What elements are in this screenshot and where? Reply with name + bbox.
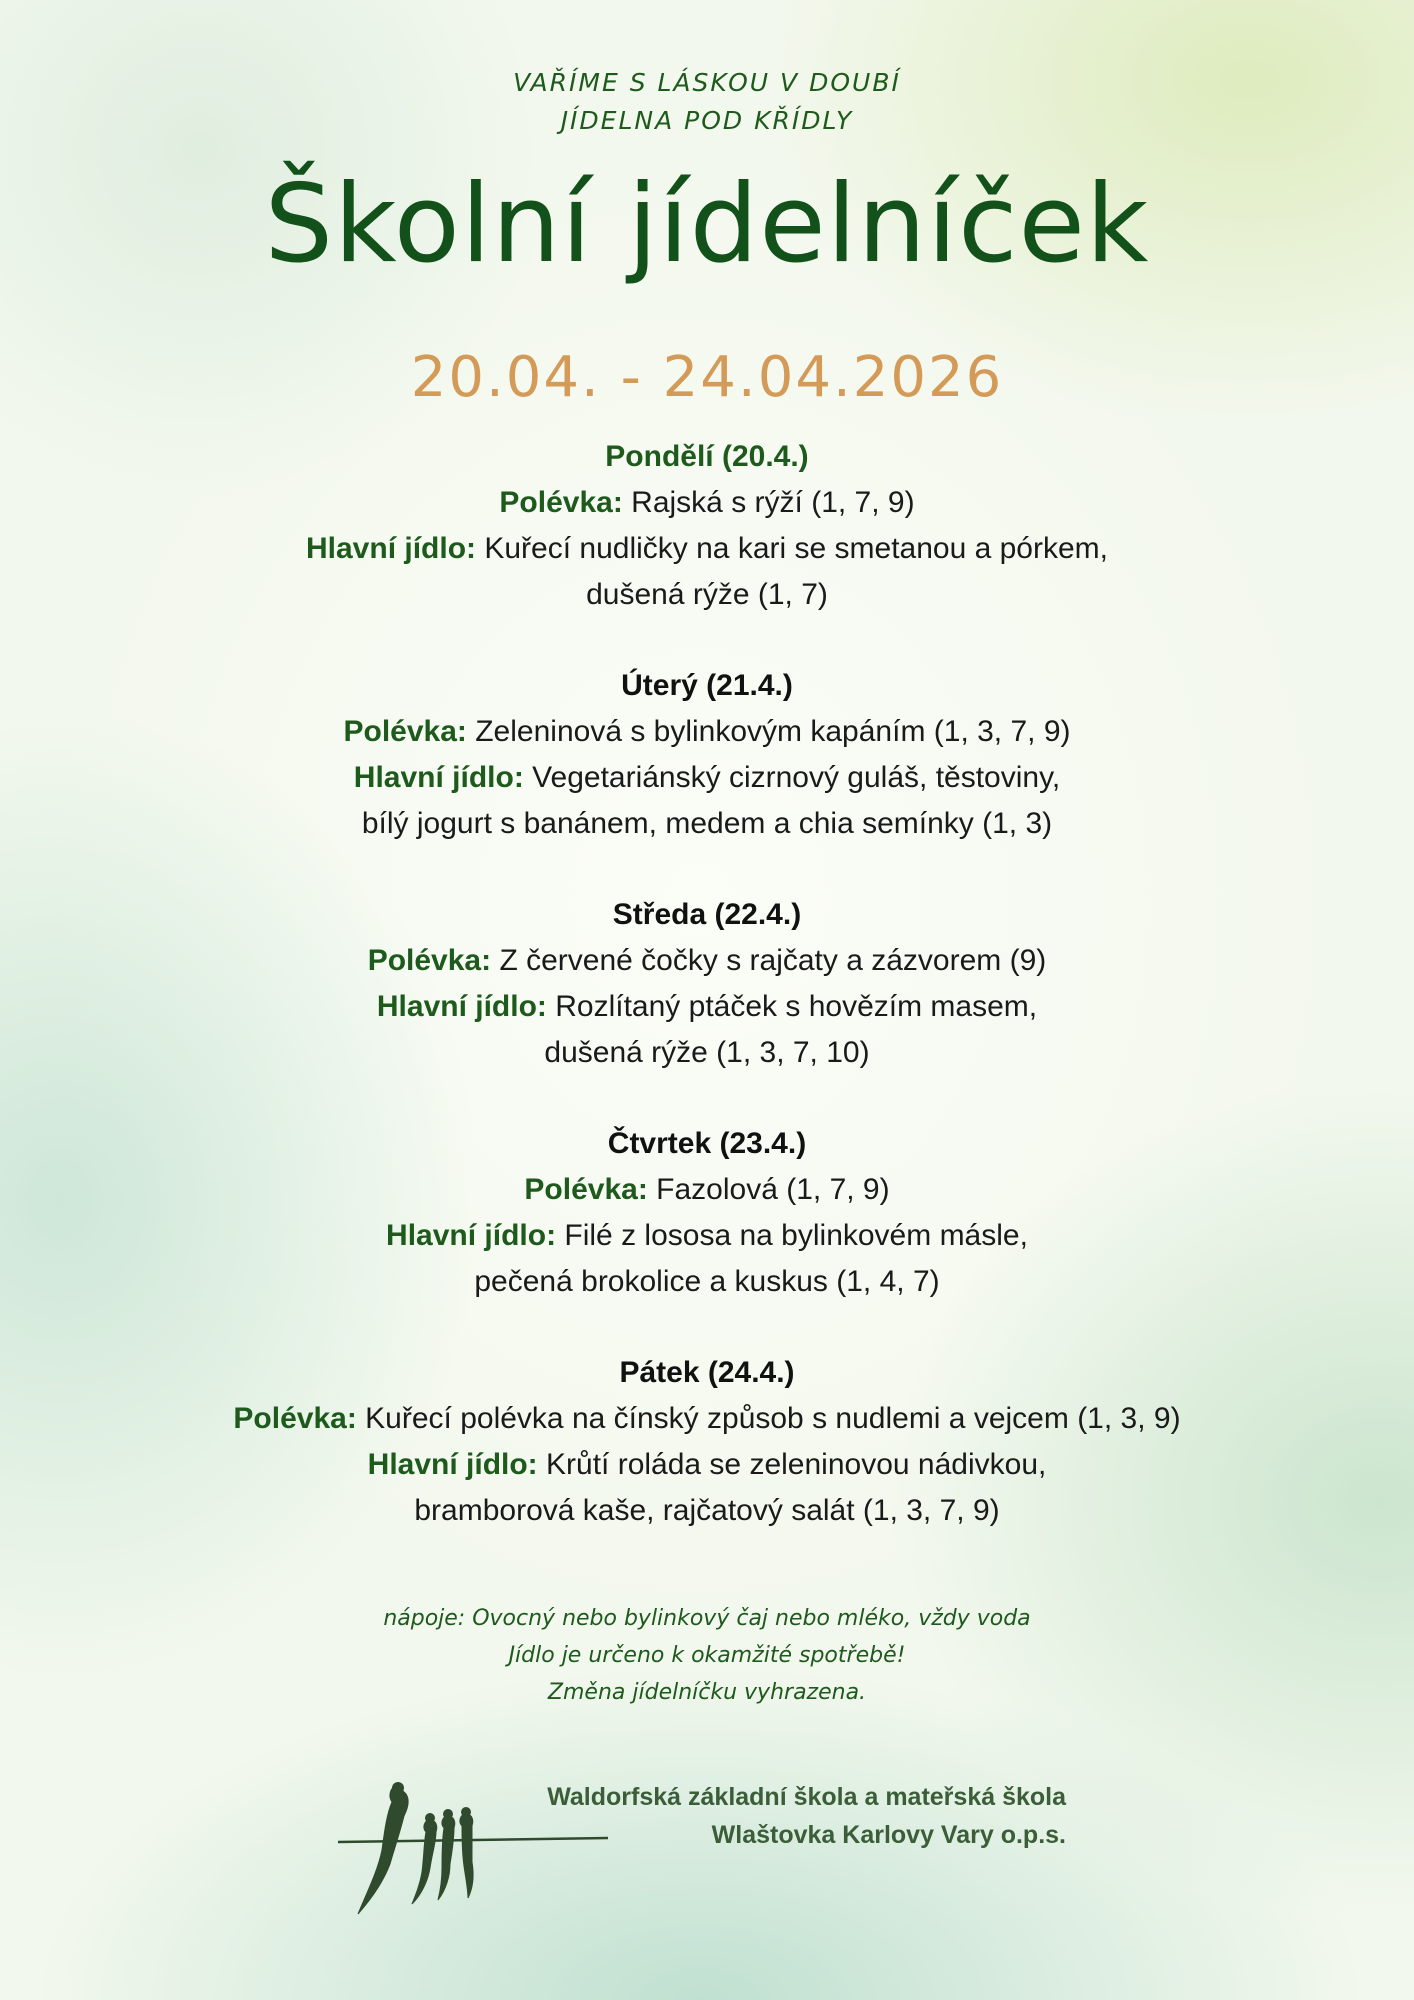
soup-line [0,480,1414,526]
main-label: Hlavní jídlo: [306,532,477,565]
day-title: Úterý (21.4.) [621,669,793,702]
main-line-cont: dušená rýže (1, 3, 7, 10) [544,1036,870,1069]
date-range: 20.04. - 24.04.2026 [410,345,1004,410]
main-label: Hlavní jídlo: [353,761,524,794]
soup-label: Polévka: [343,715,467,748]
soup-value: Kuřecí polévka na čínský způsob s nudlemi a vejcem (1, 3, 9) [365,1402,1181,1435]
soup-label: Polévka: [499,486,623,519]
main-value: Vegetariánský cizrnový guláš, těstoviny, [532,761,1061,794]
main-value: Krůtí roláda se zeleninovou nádivkou, [546,1448,1047,1481]
main-line [0,1442,1414,1488]
weekly-menu [0,434,1414,1579]
tagline [0,64,1414,140]
notes-change: Změna jídelníčku vyhrazena. [547,1680,867,1705]
main-line-cont: bílý jogurt s banánem, medem a chia semínky (1, 3) [361,807,1053,840]
soup-line [0,938,1414,984]
main-line-cont: dušená rýže (1, 7) [586,578,828,611]
school-name [450,1778,1066,1854]
soup-line [0,1396,1414,1442]
soup-label: Polévka: [367,944,492,977]
main-line-cont: bramborová kaše, rajčatový salát (1, 3, 7, 9) [414,1494,1000,1527]
day-monday [0,434,1414,618]
notes [0,1600,1414,1711]
main-line [0,526,1414,572]
tagline-line-1: VAŘÍME S LÁSKOU V DOUBÍ [513,68,901,97]
main-line [0,755,1414,801]
day-title: Středa (22.4.) [612,898,802,931]
day-tuesday [0,663,1414,847]
school-name-line-1: Waldorfská základní škola a mateřská škola [547,1783,1066,1811]
main-label: Hlavní jídlo: [367,1448,538,1481]
day-title: Pondělí (20.4.) [605,440,809,473]
soup-line [0,1167,1414,1213]
main-line-cont: pečená brokolice a kuskus (1, 4, 7) [474,1265,940,1298]
main-value: Rozlítaný ptáček s hovězím masem, [555,990,1038,1023]
notes-consumption: Jídlo je určeno k okamžité spotřebě! [508,1643,906,1668]
main-label: Hlavní jídlo: [376,990,547,1023]
notes-drinks: nápoje: Ovocný nebo bylinkový čaj nebo mléko, vždy voda [383,1606,1031,1631]
soup-label: Polévka: [524,1173,648,1206]
main-label: Hlavní jídlo: [386,1219,557,1252]
main-value: Filé z lososa na bylinkovém másle, [564,1219,1028,1252]
day-wednesday [0,892,1414,1076]
day-friday [0,1350,1414,1534]
day-title: Pátek (24.4.) [619,1356,795,1389]
soup-label: Polévka: [233,1402,357,1435]
main-line [0,984,1414,1030]
tagline-line-2: JÍDELNA POD KŘÍDLY [560,106,854,135]
soup-value: Z červené čočky s rajčaty a zázvorem (9) [499,944,1047,977]
day-title: Čtvrtek (23.4.) [607,1127,807,1160]
school-name-line-2: Wlaštovka Karlovy Vary o.p.s. [711,1821,1066,1849]
main-value: Kuřecí nudličky na kari se smetanou a pórkem, [484,532,1108,565]
page-title: Školní jídelníček [264,162,1150,287]
day-thursday [0,1121,1414,1305]
main-line [0,1213,1414,1259]
soup-value: Zeleninová s bylinkovým kapáním (1, 3, 7, 9) [475,715,1071,748]
soup-value: Rajská s rýží (1, 7, 9) [631,486,915,519]
soup-value: Fazolová (1, 7, 9) [656,1173,890,1206]
soup-line [0,709,1414,755]
